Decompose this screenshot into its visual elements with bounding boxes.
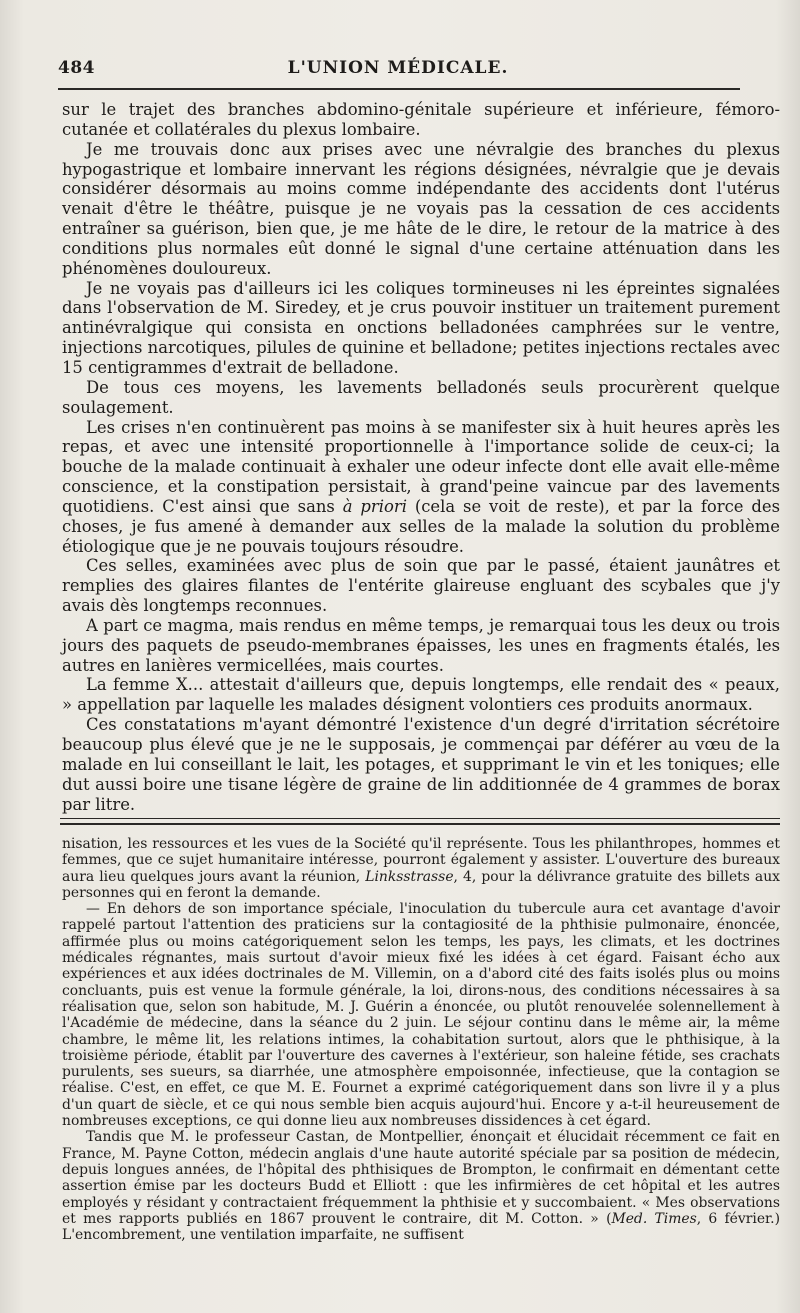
paragraph-1: sur le trajet des branches abdomino-génitale supérieure et inférieure, fémoro-cutanée et collatérales du plexus lombaire. [62,100,780,139]
feuilleton-p3-part-1: Tandis que M. le professeur Castan, de Montpellier, énonçait et élucidait récemment ce fait en France, M. Payne Cotton, médecin anglais d'une haute autorité spéciale par sa position de médecin, depuis longues années, de l'hôpital des phthisiques de Brompton, le confirmait en démentant cette assertion émise par les docteurs Budd et Elliott : que les infirmières de cet hôpital et les autres employés y résidant y contractaient fréquemment la phthisie et y succombaient. « Mes observations et mes rapports publiés en 1867 prouvent le contraire, dit M. Cotton. » ( [62,1129,780,1227]
paragraph-5-part-1: Les crises n'en continuèrent pas moins à se manifester six à huit heures après les repas, et avec une intensité proportionnelle à l'importance solide de ceux-ci; la bouche de la malade continuait à exhaler une odeur infecte dont elle avait elle-même conscience, et la constipation persistait, à grand'peine vaincue par des lavements quotidiens. C'est ainsi que sans [62,417,780,516]
main-text [62,100,780,814]
section-divider [60,818,780,825]
page-header [58,58,738,84]
paragraph-5-italic: à priori [342,496,407,516]
feuilleton-p3-italic: Med. Times [611,1210,697,1227]
feuilleton-p3-part-2: , 6 février.) L'encombrement, une ventilation imparfaite, ne suffisent [62,1210,780,1244]
feuilleton-paragraph-1 [62,836,780,901]
feuilleton-text [62,836,780,1243]
paragraph-9: Ces constatations m'ayant démontré l'existence d'un degré d'irritation sécrétoire beaucoup plus élevé que je ne le supposais, je commençai par déférer au vœu de la malade en lui conseillant le lait, les potages, et supprimant le vin et les toniques; elle dut aussi boire une tisane légère de graine de lin additionnée de 4 grammes de borax par litre. [62,715,780,814]
feuilleton-paragraph-2: — En dehors de son importance spéciale, l'inoculation du tubercule aura cet avantage d'avoir rappelé partout l'attention des praticiens sur la contagiosité de la phthisie pulmonaire, énoncée, affirmée plus ou moins catégoriquement selon les temps, les pays, les climats, et les doctrines médicales régnantes, mais surtout d'avoir mieux fixé les idées à cet égard. Faisant écho aux expériences et aux idées doctrinales de M. Villemin, on a d'abord cité des faits isolés plus ou moins concluants, puis est venue la formule générale, la loi, dirons-nous, des conditions nécessaires à sa réalisation que, selon son habitude, M. J. Guérin a énoncée, ou plutôt renouvelée solennellement à l'Académie de médecine, dans la séance du 2 juin. Le séjour continu dans le même air, la même chambre, le même lit, les relations intimes, la cohabitation surtout, alors que le phthisique, à la troisième période, établit par l'ouverture des cavernes à l'extérieur, son haleine fétide, ses crachats purulents, ses sueurs, sa diarrhée, une atmosphère empoisonnée, infectieuse, que la contagion se réalise. C'est, en effet, ce que M. E. Fournet a exprimé catégoriquement dans son livre il y a plus d'un quart de siècle, et ce qui nous semble bien acquis aujourd'hui. Encore y a-t-il heureusement de nombreuses exceptions, ce qui donne lieu aux nombreuses dissidences à cet égard. [62,901,780,1130]
paragraph-2: Je me trouvais donc aux prises avec une névralgie des branches du plexus hypogastrique et lombaire innervant les régions désignées, névralgie que je devais considérer désormais au moins comme indépendante des accidents dont l'utérus venait d'être le théâtre, puisque je ne voyais pas la cessation de ces accidents entraîner sa guérison, bien que, je me hâte de le dire, le retour de la matrice à des conditions plus normales eût donné le signal d'une certaine atténuation dans les phénomènes douloureux. [62,139,780,278]
paragraph-8: La femme X... attestait d'ailleurs que, depuis longtemps, elle rendait des « peaux, » appellation par laquelle les malades désignent volontiers ces produits anormaux. [62,675,780,715]
paragraph-5-part-2: (cela se voit de reste), et par la force des choses, je fus amené à demander aux selles de la malade la solution du problème étiologique que je ne pouvais toujours résoudre. [62,496,781,556]
paragraph-6: Ces selles, examinées avec plus de soin que par le passé, étaient jaunâtres et remplies des glaires filantes de l'entérite glaireuse engluant des scybales que j'y avais dès longtemps reconnues. [62,556,780,616]
feuilleton-paragraph-3 [62,1129,780,1243]
paragraph-7: A part ce magma, mais rendus en même temps, je remarquai tous les deux ou trois jours des paquets de pseudo-membranes épaisses, les unes en fragments étalés, les autres en lanières vermicellées, mais courtes. [62,615,780,675]
feuilleton-p1-italic: Linksstrasse [365,868,454,885]
feuilleton-p1-part-1: nisation, les ressources et les vues de la Société qu'il représente. Tous les philanthropes, hommes et femmes, que ce sujet humanitaire intéresse, pourront également y assister. L'ouverture des bureaux aura lieu quelques jours avant la réunion, [62,836,780,885]
page-number: 484 [58,58,95,78]
paragraph-5 [62,418,780,557]
paragraph-3: Je ne voyais pas d'ailleurs ici les coliques tormineuses ni les épreintes signalées dans l'observation de M. Siredey, et je crus pouvoir instituer un traitement purement antinévralgique qui consista en onctions belladonées camphrées sur le ventre, injections narcotiques, pilules de quinine et belladone; petites injections rectales avec 15 centigrammes d'extrait de belladone. [62,278,780,377]
paragraph-4: De tous ces moyens, les lavements belladonés seuls procurèrent quelque soulagement. [62,377,780,417]
running-title: L'UNION MÉDICALE. [287,58,509,78]
header-rule [58,88,740,90]
feuilleton-p1-part-2: , 4, pour la délivrance gratuite des billets aux personnes qui en feront la demande. [62,868,780,901]
